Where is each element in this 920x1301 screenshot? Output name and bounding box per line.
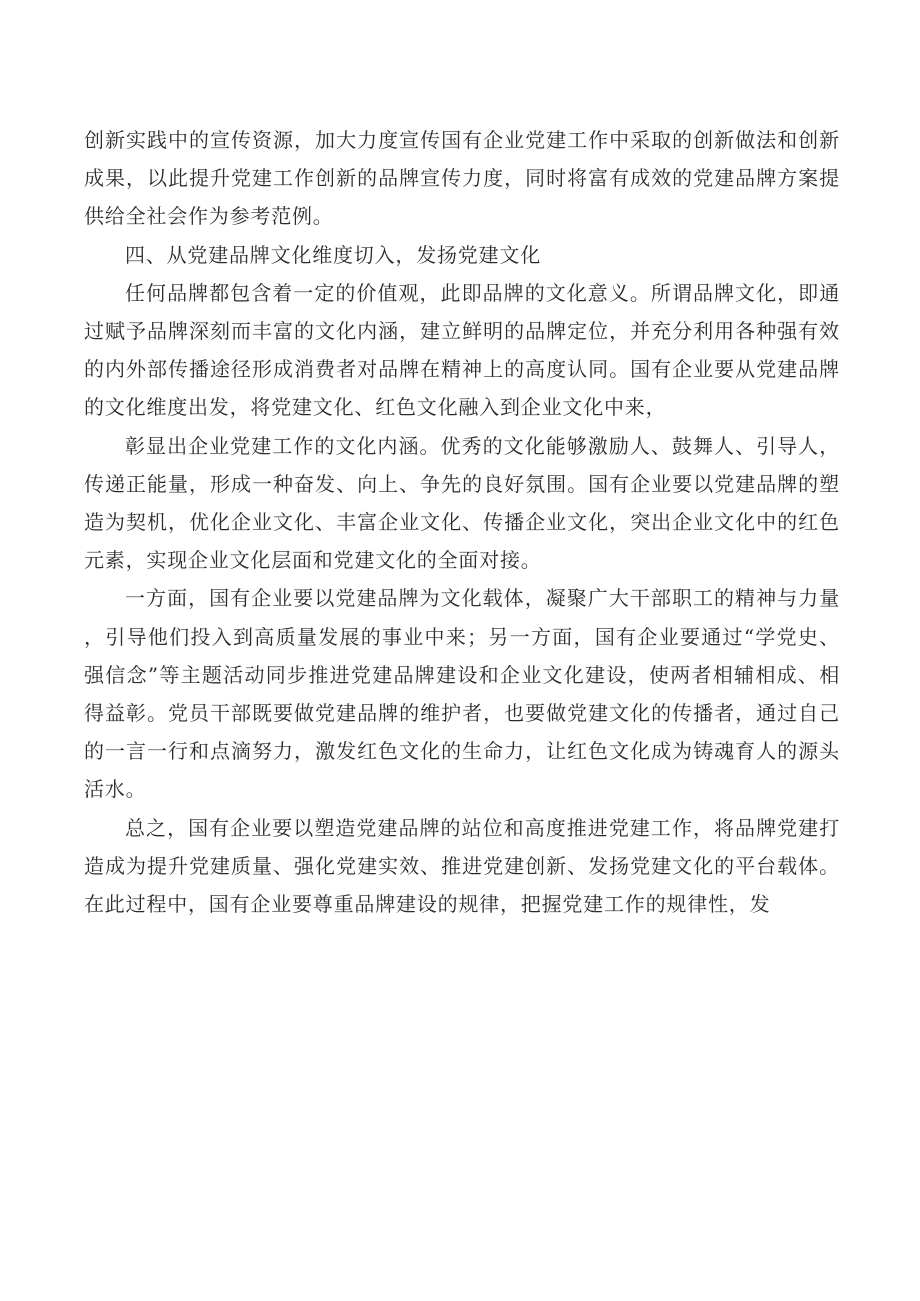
paragraph: 总之，国有企业要以塑造党建品牌的站位和高度推进党建工作，将品牌党建打造成为提升党建质量、强化党建实效、推进党建创新、发扬党建文化的平台载体。在此过程中，国有企业要尊重品牌建设的规律，把握党建工作的规律性，发 [84,815,840,917]
document-body [84,121,840,923]
section-heading: 四、从党建品牌文化维度切入，发扬党建文化 [125,242,541,267]
paragraph-continuation: 创新实践中的宣传资源，加大力度宣传国有企业党建工作中采取的创新做法和创新成果，以此提升党建工作创新的品牌宣传力度，同时将富有成效的党建品牌方案提供给全社会作为参考范例。 [84,128,840,229]
paragraph: 任何品牌都包含着一定的价值观，此即品牌的文化意义。所谓品牌文化，即通过赋予品牌深刻而丰富的文化内涵，建立鲜明的品牌定位，并充分利用各种强有效的内外部传播途径形成消费者对品牌在精神上的高度认同。国有企业要从党建品牌的文化维度出发，将党建文化、红色文化融入到企业文化中来， [84,280,840,420]
paragraph: 一方面，国有企业要以党建品牌为文化载体，凝聚广大干部职工的精神与力量，引导他们投入到高质量发展的事业中来；另一方面，国有企业要通过“学党史、强信念”等主题活动同步推进党建品牌建设和企业文化建设，使两者相辅相成、相得益彰。党员干部既要做党建品牌的维护者，也要做党建文化的传播者，通过自己的一言一行和点滴努力，激发红色文化的生命力，让红色文化成为铸魂育人的源头活水。 [84,586,840,802]
paragraph: 彰显出企业党建工作的文化内涵。优秀的文化能够激励人、鼓舞人、引导人，传递正能量，形成一种奋发、向上、争先的良好氛围。国有企业要以党建品牌的塑造为契机，优化企业文化、丰富企业文化、传播企业文化，突出企业文化中的红色元素，实现企业文化层面和党建文化的全面对接。 [84,433,840,573]
